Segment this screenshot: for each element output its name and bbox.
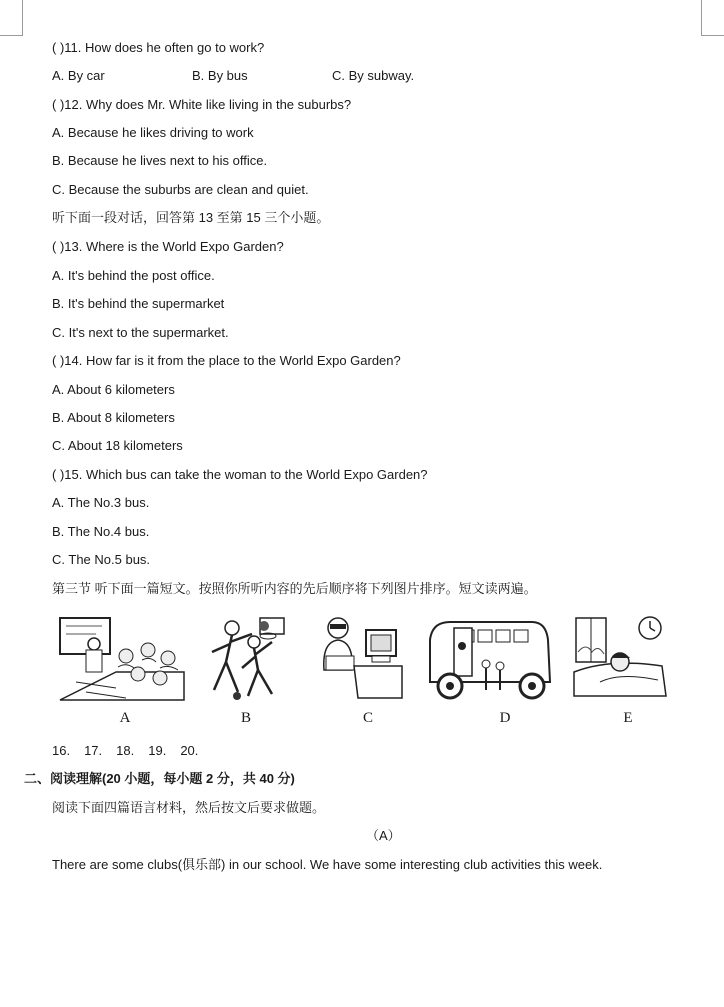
picture-a [56,612,186,704]
q13-option-b: B. It's behind the supermarket [52,296,225,311]
q11-option-b: B. By bus [192,68,248,83]
picture-e [570,612,670,704]
q15-option-a: A. The No.3 bus. [52,495,150,510]
section-2-instruction: 阅读下面四篇语言材料，然后按文后要求做题。 [52,800,326,815]
q14-option-a: A. About 6 kilometers [52,382,175,397]
picture-b [202,612,297,704]
instruction-section-3: 第三节 听下面一篇短文。按照你所听内容的先后顺序将下列图片排序。短文读两遍。 [52,581,537,596]
picture-e-label: E [623,710,633,726]
answer-17: 17. [84,743,103,758]
picture-d [420,612,556,704]
answer-18: 18. [116,743,135,758]
q15-option-c: C. The No.5 bus. [52,552,151,567]
section-2-heading: 二、阅读理解(20 小题，每小题 2 分，共 40 分) [24,771,295,786]
picture-b-label: B [240,710,251,726]
picture-d-label: D [499,710,511,726]
passage-a-first-line: There are some clubs(俱乐部) in our school. We have some interesting club activities this week. [52,857,603,872]
q15-option-b: B. The No.4 bus. [52,524,150,539]
q11-option-c: C. By subway. [332,68,415,83]
answer-16: 16. [52,743,71,758]
question-14: ( )14. How far is it from the place to the World Expo Garden? [52,353,401,368]
question-12: ( )12. Why does Mr. White like living in the suburbs? [52,97,352,112]
corner-mark-left-h [0,35,22,36]
passage-a-label: （A） [366,828,401,843]
picture-row [52,612,672,732]
corner-mark-right-v [701,0,702,36]
q12-option-c: C. Because the suburbs are clean and quiet. [52,182,309,197]
picture-a-label: A [119,710,131,726]
q12-option-b: B. Because he lives next to his office. [52,153,268,168]
question-13: ( )13. Where is the World Expo Garden? [52,239,284,254]
q13-option-c: C. It's next to the supermarket. [52,325,229,340]
q11-option-a: A. By car [52,68,105,83]
question-11: ( )11. How does he often go to work? [52,40,265,55]
answer-numbers [52,743,212,758]
q12-option-a: A. Because he likes driving to work [52,125,254,140]
answer-20: 20. [180,743,199,758]
corner-mark-right-h [702,35,724,36]
corner-mark-left-v [22,0,23,36]
instruction-dialogue: 听下面一段对话，回答第 13 至第 15 三个小题。 [52,210,330,225]
picture-c [318,612,408,704]
q13-option-a: A. It's behind the post office. [52,268,215,283]
q14-option-c: C. About 18 kilometers [52,438,183,453]
q14-option-b: B. About 8 kilometers [52,410,175,425]
picture-c-label: C [362,710,373,726]
question-15: ( )15. Which bus can take the woman to the World Expo Garden? [52,467,428,482]
answer-19: 19. [148,743,167,758]
